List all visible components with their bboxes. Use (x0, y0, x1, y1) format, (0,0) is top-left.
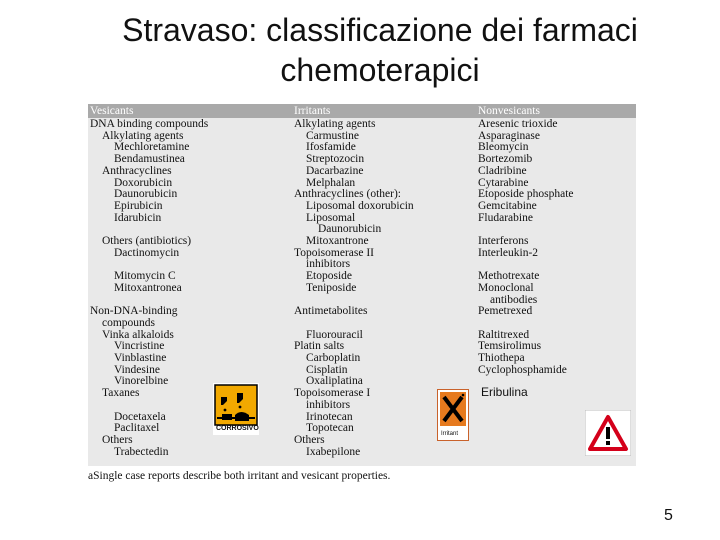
table-cell: Non-DNA-binding (90, 305, 178, 318)
table-cell: Raltitrexed (478, 328, 530, 341)
table-cell: Cisplatin (306, 363, 348, 376)
table-cell: Monoclonal (478, 281, 534, 294)
table-cell: Alkylating agents (102, 129, 184, 142)
table-cell: Etoposide (306, 270, 352, 283)
table-cell: Vindesine (114, 363, 160, 376)
table-cell: Interferons (478, 235, 529, 247)
table-cell: Others (antibiotics) (102, 235, 192, 247)
table-cell: Epirubicin (114, 199, 163, 212)
warning-triangle-icon (585, 410, 631, 456)
table-cell: Fluorouracil (306, 328, 363, 341)
table-cell: Aresenic trioxide (478, 118, 558, 130)
table-cell: Mechloretamine (114, 141, 190, 154)
header-vesicants: Vesicants (90, 105, 134, 117)
table-cell: Taxanes (102, 387, 140, 400)
table-cell: Topoisomerase II (294, 246, 374, 259)
table-cell: Dacarbazine (306, 164, 364, 177)
table-cell: Gemcitabine (478, 199, 537, 212)
table-cell: inhibitors (306, 398, 351, 411)
table-cell: Fludarabine (478, 211, 533, 224)
table-cell: Oxaliplatina (306, 375, 363, 388)
table-cell: Etoposide phosphate (478, 188, 574, 201)
table-cell: Topotecan (306, 422, 354, 435)
table-cell: Liposomal doxorubicin (306, 199, 414, 212)
corrosive-icon-label: CORROSIVO (216, 425, 259, 432)
table-cell: Carboplatin (306, 352, 361, 364)
header-irritants: Irritants (294, 105, 331, 117)
page-number: 5 (664, 507, 673, 524)
header-nonvesicants: Nonvesicants (478, 105, 540, 117)
table-cell: Platin salts (294, 340, 345, 353)
table-cell: Interleukin-2 (478, 246, 539, 259)
table-cell: Bendamustinea (114, 153, 185, 166)
table-cell: Bortezomib (478, 153, 533, 166)
table-cell: Cyclophosphamide (478, 363, 567, 376)
table-cell: Mitoxantrone (306, 235, 369, 247)
slide-title (0, 10, 720, 90)
table-cell: inhibitors (306, 258, 351, 271)
table-cell: Irinotecan (306, 410, 353, 423)
table-cell: Carmustine (306, 129, 360, 142)
table-footnote: aSingle case reports describe both irritant and vesicant properties. (88, 470, 391, 482)
table-cell: Pemetrexed (478, 305, 533, 318)
table-cell: Liposomal (306, 211, 356, 224)
table-cell: Anthracyclines (other): (294, 188, 401, 201)
table-cell: Vinka alkaloids (102, 328, 174, 341)
table-cell: Cladribine (478, 164, 527, 177)
table-cell: Ifosfamide (306, 141, 356, 154)
table-cell: Temsirolimus (478, 340, 542, 353)
table-header-row (88, 104, 636, 118)
table-cell: Vincristine (114, 340, 165, 353)
table-cell: Vinorelbine (114, 375, 169, 388)
table-cell: Thiothepa (478, 352, 525, 364)
table-cell: DNA binding compounds (90, 118, 209, 130)
table-cell: Streptozocin (306, 153, 365, 166)
table-cell: Dactinomycin (114, 246, 180, 259)
table-cell: Teniposide (306, 281, 357, 294)
table-cell: Antimetabolites (294, 305, 368, 318)
table-cell: Cytarabine (478, 176, 529, 189)
table-cell: Daunorubicin (318, 223, 382, 236)
table-cell: Melphalan (306, 176, 356, 189)
table-cell: Others (294, 433, 325, 446)
table-cell: Vinblastine (114, 352, 167, 364)
table-cell: Anthracyclines (102, 164, 172, 177)
table-cell: Docetaxela (114, 410, 166, 423)
table-cell: Daunorubicin (114, 188, 178, 201)
table-cell: Idarubicin (114, 211, 162, 224)
table-cell: antibodies (490, 293, 538, 306)
table-cell: compounds (102, 316, 156, 329)
table-cell: Doxorubicin (114, 176, 173, 189)
table-cell: Mitoxantronea (114, 281, 182, 294)
table-cell: Topoisomerase I (294, 387, 371, 400)
table-cell: Others (102, 433, 133, 446)
eribulina-annotation: Eribulina (481, 385, 528, 399)
table-cell: Paclitaxel (114, 422, 160, 435)
table-cell: Ixabepilone (306, 445, 361, 458)
table-cell: Trabectedin (114, 445, 169, 458)
table-cell: Mitomycin C (114, 270, 176, 283)
table-cell: Bleomycin (478, 141, 529, 154)
table-cell: Methotrexate (478, 270, 540, 283)
slide-title-line1: Stravaso: classificazione dei farmaci (122, 12, 638, 48)
slide-title-line2: chemoterapici (280, 52, 480, 88)
table-cell: Asparaginase (478, 129, 540, 142)
chemotherapy-classification-table (88, 104, 636, 466)
irritant-icon-label: Irritant (441, 431, 459, 437)
table-cell: Alkylating agents (294, 118, 376, 130)
